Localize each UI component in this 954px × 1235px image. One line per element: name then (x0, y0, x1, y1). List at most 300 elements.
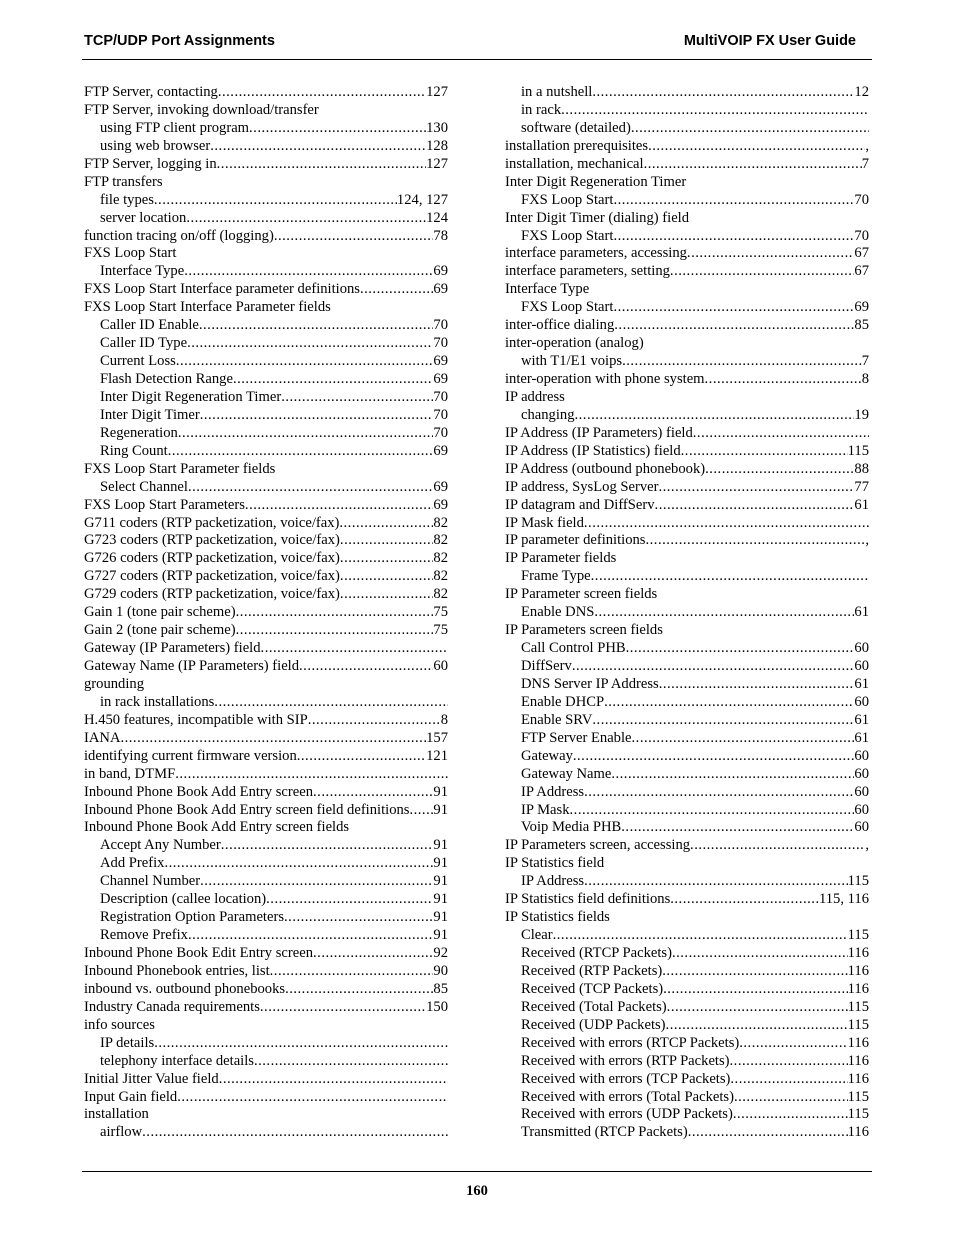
index-page-ref: , (865, 532, 869, 549)
index-entry (84, 299, 448, 317)
index-entry (84, 604, 448, 622)
index-term: Initial Jitter Value field (84, 1070, 219, 1087)
dot-leader (573, 748, 855, 766)
index-page-ref: 61 (854, 675, 869, 692)
index-entry (505, 210, 869, 228)
index-term: software (detailed) (521, 119, 631, 136)
index-entry (84, 927, 448, 945)
dot-leader (200, 873, 433, 891)
dot-leader (188, 479, 433, 497)
index-term: IP Parameters screen fields (505, 622, 663, 639)
index-page-ref: 82 (433, 514, 448, 531)
dot-leader (313, 945, 433, 963)
index-page-ref: 69 (854, 299, 869, 316)
dot-leader (733, 1106, 848, 1124)
index-entry (84, 676, 448, 694)
dot-leader (681, 443, 848, 461)
dot-leader (622, 353, 862, 371)
index-page-ref: 60 (854, 783, 869, 800)
index-term: IP Address (521, 873, 585, 890)
index-term: using FTP client program (100, 119, 250, 136)
index-term: Inbound Phone Book Edit Entry screen (84, 945, 314, 961)
index-page-ref: 85 (433, 980, 448, 997)
index-term: Enable DHCP (521, 693, 605, 710)
index-entry (84, 981, 448, 999)
dot-leader (175, 766, 448, 784)
index-entry (505, 461, 869, 479)
index-term: DNS Server IP Address (521, 675, 659, 692)
dot-leader (670, 263, 854, 281)
index-entry (505, 658, 869, 676)
dot-leader (360, 281, 433, 299)
dot-leader (667, 999, 848, 1017)
index-page-ref: 115 (847, 998, 869, 1015)
index-page-ref: , (865, 137, 869, 154)
index-entry (84, 425, 448, 443)
dot-leader (214, 694, 448, 712)
index-term: Channel Number (100, 873, 201, 890)
dot-leader (409, 802, 433, 820)
index-page-ref: 116 (847, 945, 869, 961)
index-page-ref: 82 (433, 586, 448, 603)
index-page-ref: 82 (433, 550, 448, 567)
index-term: Received (TCP Packets) (521, 980, 664, 997)
dot-leader (592, 712, 854, 730)
index-term: FTP Server Enable (521, 729, 632, 746)
index-term: Received (Total Packets) (521, 998, 667, 1015)
index-entry (84, 586, 448, 604)
dot-leader (613, 192, 854, 210)
index-entry (505, 909, 869, 927)
index-term: IP details (100, 1034, 155, 1051)
index-page-ref: 70 (433, 406, 448, 423)
index-entry (84, 873, 448, 891)
index-entry (505, 784, 869, 802)
index-entry (505, 730, 869, 748)
index-term: grounding (84, 675, 144, 692)
dot-leader (177, 1089, 448, 1107)
index-page-ref: 90 (433, 962, 448, 979)
dot-leader (584, 515, 869, 533)
index-entry (84, 999, 448, 1017)
dot-leader (281, 389, 433, 407)
dot-leader (154, 1035, 448, 1053)
index-page-ref: 116 (847, 1052, 869, 1069)
index-term: using web browser (100, 137, 211, 154)
index-term: FTP transfers (84, 173, 163, 190)
index-column-left (84, 84, 448, 1142)
index-term: FTP Server, contacting (84, 84, 218, 100)
dot-leader (120, 730, 426, 748)
index-page-ref: 19 (854, 406, 869, 423)
index-page-ref: 60 (854, 765, 869, 782)
index-page-ref: 115, 116 (819, 891, 869, 908)
dot-leader (705, 371, 862, 389)
index-entry (84, 102, 448, 120)
dot-leader (688, 1124, 848, 1142)
index-term: FTP Server, logging in (84, 155, 217, 172)
index-page-ref: 91 (433, 909, 448, 926)
index-entry (505, 102, 869, 120)
index-term: Gateway Name (IP Parameters) field (84, 658, 300, 674)
index-entry (84, 658, 448, 676)
index-entry (505, 263, 869, 281)
index-term: IP Mask (521, 801, 570, 818)
index-entry (505, 873, 869, 891)
index-entry (505, 443, 869, 461)
index-entry (505, 407, 869, 425)
index-page-ref: 116 (847, 1070, 869, 1087)
index-entry (505, 1089, 869, 1107)
index-term: G723 coders (RTP packetization, voice/fax) (84, 532, 340, 549)
index-term: in band, DTMF (84, 765, 176, 782)
index-page-ref: 75 (433, 622, 448, 639)
index-entry (84, 335, 448, 353)
index-term: Gain 1 (tone pair scheme) (84, 604, 236, 621)
index-term: H.450 features, incompatible with SIP (84, 711, 308, 728)
index-page-ref: 82 (433, 532, 448, 549)
index-page-ref: 128 (426, 137, 448, 154)
running-header-title: MultiVOIP FX User Guide (683, 33, 856, 49)
index-term: Flash Detection Range (100, 371, 233, 387)
dot-leader (592, 84, 854, 102)
index-term: FXS Loop Start (521, 191, 614, 208)
index-page-ref: 91 (433, 783, 448, 800)
index-page-ref: 115 (847, 927, 869, 944)
index-term: Add Prefix (100, 855, 165, 872)
dot-leader (730, 1071, 847, 1089)
index-entry (505, 317, 869, 335)
dot-leader (219, 1071, 448, 1089)
index-entry (505, 1035, 869, 1053)
index-page-ref: 92 (433, 945, 448, 961)
index-entry (84, 263, 448, 281)
index-page-ref: 82 (433, 568, 448, 585)
dot-leader (340, 550, 433, 568)
index-page-ref: 69 (433, 496, 448, 513)
index-page-ref: 91 (433, 801, 448, 818)
index-entry (505, 604, 869, 622)
index-page-ref: 67 (854, 263, 869, 280)
dot-leader (604, 694, 854, 712)
index-term: FXS Loop Start (84, 245, 177, 262)
index-page-ref: 115 (847, 1016, 869, 1033)
index-page-ref: 60 (854, 801, 869, 818)
index-term: inter-operation with phone system (505, 371, 705, 387)
index-page-ref: 69 (433, 442, 448, 459)
index-term: G711 coders (RTP packetization, voice/fax) (84, 514, 340, 531)
dot-leader (561, 102, 869, 120)
index-page-ref: 124, 127 (396, 191, 448, 208)
dot-leader (626, 640, 855, 658)
index-page-ref: 61 (854, 729, 869, 746)
index-entry (84, 622, 448, 640)
index-entry (505, 1071, 869, 1089)
index-entry (505, 120, 869, 138)
dot-leader (176, 353, 434, 371)
index-entry (505, 425, 869, 443)
index-term: Transmitted (RTCP Packets) (521, 1124, 688, 1141)
index-term: Inter Digit Timer (100, 406, 200, 423)
header-rule (82, 59, 872, 60)
dot-leader (666, 1017, 848, 1035)
dot-leader (340, 568, 433, 586)
index-term: inbound vs. outbound phonebooks (84, 980, 286, 997)
index-entry (84, 694, 448, 712)
index-entry (84, 909, 448, 927)
index-page-ref: 116 (847, 1034, 869, 1051)
index-entry (84, 1071, 448, 1089)
index-term: FXS Loop Start Interface Parameter fields (84, 299, 331, 316)
index-entry (84, 479, 448, 497)
dot-leader (154, 192, 397, 210)
index-entry (84, 389, 448, 407)
index-page-ref: 60 (854, 640, 869, 657)
index-term: Caller ID Enable (100, 317, 199, 334)
dot-leader (611, 766, 854, 784)
index-entry (505, 622, 869, 640)
index-entry (505, 1053, 869, 1071)
index-page-ref: 116 (847, 1124, 869, 1141)
index-entry (505, 389, 869, 407)
index-entry (505, 353, 869, 371)
index-entry (84, 568, 448, 586)
dot-leader (168, 443, 434, 461)
index-term: Current Loss (100, 353, 176, 370)
index-term: IP Mask field (505, 514, 584, 531)
index-term: Gain 2 (tone pair scheme) (84, 622, 236, 639)
index-entry (84, 174, 448, 192)
index-term: FXS Loop Start Parameter fields (84, 460, 276, 477)
dot-leader (655, 497, 855, 515)
index-term: Inbound Phone Book Add Entry screen field definitions (84, 801, 410, 818)
index-entry (505, 766, 869, 784)
index-term: installation (84, 1106, 149, 1123)
index-page-ref: 157 (426, 729, 448, 746)
index-entry (505, 550, 869, 568)
dot-leader (313, 784, 433, 802)
index-term: telephony interface details (100, 1052, 254, 1069)
index-entry (505, 819, 869, 837)
index-page-ref: 67 (854, 245, 869, 262)
index-page-ref: 121 (426, 747, 448, 764)
dot-leader (187, 335, 433, 353)
index-entry (505, 748, 869, 766)
dot-leader (299, 658, 433, 676)
index-page-ref: 150 (426, 998, 448, 1015)
index-page-ref: 69 (433, 281, 448, 298)
index-entry (84, 784, 448, 802)
dot-leader (178, 425, 434, 443)
index-term: Inter Digit Timer (dialing) field (505, 209, 690, 226)
dot-leader (254, 1053, 448, 1071)
index-term: Received (RTCP Packets) (521, 945, 672, 961)
index-entry (84, 245, 448, 263)
index-entry (84, 1106, 448, 1124)
index-entry (84, 766, 448, 784)
dot-leader (594, 604, 854, 622)
index-entry (84, 461, 448, 479)
index-term: Received with errors (RTP Packets) (521, 1052, 730, 1069)
index-page-ref: 115 (847, 1088, 869, 1105)
dot-leader (274, 228, 434, 246)
dot-leader (261, 640, 448, 658)
dot-leader (221, 837, 434, 855)
dot-leader (199, 317, 434, 335)
index-term: Enable SRV (521, 711, 593, 728)
index-entry (505, 586, 869, 604)
index-entry (84, 156, 448, 174)
index-page-ref: 70 (433, 335, 448, 352)
index-term: IP datagram and DiffServ (505, 496, 655, 513)
dot-leader (245, 497, 433, 515)
index-term: in rack installations (100, 693, 215, 710)
index-page-ref: 70 (433, 388, 448, 405)
index-term: Received (UDP Packets) (521, 1016, 666, 1033)
index-term: G729 coders (RTP packetization, voice/fax) (84, 586, 340, 603)
index-page-ref: 91 (433, 855, 448, 872)
index-entry (505, 281, 869, 299)
index-term: FXS Loop Start (521, 227, 614, 244)
index-entry (84, 120, 448, 138)
index-entry (505, 945, 869, 963)
index-page-ref: 60 (854, 658, 869, 674)
index-entry (505, 299, 869, 317)
index-term: IP Statistics field definitions (505, 891, 671, 908)
index-entry (84, 891, 448, 909)
index-entry (84, 550, 448, 568)
index-entry (505, 192, 869, 210)
index-page-ref: 8 (440, 711, 448, 728)
dot-leader (186, 210, 426, 228)
dot-leader (164, 855, 433, 873)
index-entry (84, 210, 448, 228)
index-term: Received with errors (RTCP Packets) (521, 1034, 740, 1051)
dot-leader (218, 84, 426, 102)
index-term: Description (callee location) (100, 891, 267, 908)
index-entry (505, 568, 869, 586)
index-term: FXS Loop Start Parameters (84, 496, 245, 513)
index-term: IP Statistics field (505, 855, 605, 872)
index-entry (84, 443, 448, 461)
index-page-ref: 115 (847, 1106, 869, 1123)
index-term: Received with errors (Total Packets) (521, 1088, 734, 1105)
index-entry (505, 1106, 869, 1124)
index-page-ref: 115 (847, 442, 869, 459)
index-entry (505, 335, 869, 353)
index-page-ref: 8 (861, 371, 869, 387)
index-page-ref: 91 (433, 837, 448, 854)
dot-leader (644, 156, 862, 174)
index-entry (505, 712, 869, 730)
dot-leader (659, 676, 855, 694)
index-term: inter-office dialing (505, 317, 615, 334)
index-term: Inbound Phonebook entries, list (84, 962, 270, 979)
index-term: inter-operation (analog) (505, 335, 644, 352)
index-term: FXS Loop Start Interface parameter definitions (84, 281, 360, 298)
dot-leader (142, 1124, 448, 1142)
index-entry (84, 138, 448, 156)
index-term: IP Parameter screen fields (505, 586, 658, 603)
index-page-ref: 61 (854, 604, 869, 621)
index-term: Registration Option Parameters (100, 909, 285, 926)
dot-leader (308, 712, 441, 730)
index-term: Voip Media PHB (521, 819, 622, 836)
index-page-ref: 12 (854, 84, 869, 100)
index-term: Frame Type (521, 568, 591, 585)
dot-leader (260, 999, 426, 1017)
index-term: Interface Type (100, 263, 185, 280)
index-term: G727 coders (RTP packetization, voice/fax) (84, 568, 340, 585)
dot-leader (690, 837, 865, 855)
index-term: IP Statistics fields (505, 909, 610, 926)
index-term: IANA (84, 729, 121, 746)
dot-leader (233, 371, 433, 389)
index-page-ref: 115 (847, 873, 869, 890)
index-entry (84, 855, 448, 873)
dot-leader (184, 263, 433, 281)
dot-leader (663, 981, 848, 999)
index-entry (505, 676, 869, 694)
index-page-ref: 78 (433, 227, 448, 244)
dot-leader (658, 479, 854, 497)
index-term: changing (521, 406, 575, 423)
index-term: function tracing on/off (logging) (84, 227, 274, 244)
dot-leader (631, 120, 869, 138)
index-entry (84, 712, 448, 730)
index-term: with T1/E1 voips (521, 353, 623, 370)
index-term: Call Control PHB (521, 640, 626, 657)
index-entry (84, 497, 448, 515)
index-page-ref: 91 (433, 873, 448, 890)
index-page-ref: 70 (854, 191, 869, 208)
dot-leader (284, 909, 433, 927)
index-entry (505, 515, 869, 533)
index-term: DiffServ (521, 658, 572, 674)
index-term: Inbound Phone Book Add Entry screen (84, 783, 314, 800)
index-entry (84, 945, 448, 963)
index-page-ref: 69 (433, 353, 448, 370)
index-entry (505, 837, 869, 855)
dot-leader (646, 532, 866, 550)
index-page-ref: 91 (433, 927, 448, 944)
index-term: IP Address (IP Statistics) field (505, 442, 681, 459)
index-term: IP Address (outbound phonebook) (505, 460, 706, 477)
index-term: Accept Any Number (100, 837, 221, 854)
index-term: Gateway (521, 747, 573, 764)
index-page-ref: 91 (433, 891, 448, 908)
dot-leader (200, 407, 434, 425)
index-entry (505, 245, 869, 263)
index-term: installation prerequisites (505, 137, 649, 154)
dot-leader (553, 927, 848, 945)
index-entry (84, 1089, 448, 1107)
index-page-ref: 116 (847, 962, 869, 979)
dot-leader (572, 658, 855, 676)
dot-leader (339, 515, 433, 533)
index-term: interface parameters, setting (505, 263, 670, 280)
index-entry (505, 1017, 869, 1035)
index-page-ref: 61 (854, 711, 869, 728)
index-entry (84, 1017, 448, 1035)
dot-leader (739, 1035, 847, 1053)
index-page-ref: 88 (854, 460, 869, 477)
dot-leader (266, 891, 433, 909)
index-entry (84, 515, 448, 533)
index-entry (505, 371, 869, 389)
index-term: IP Address (521, 783, 585, 800)
dot-leader (662, 963, 847, 981)
